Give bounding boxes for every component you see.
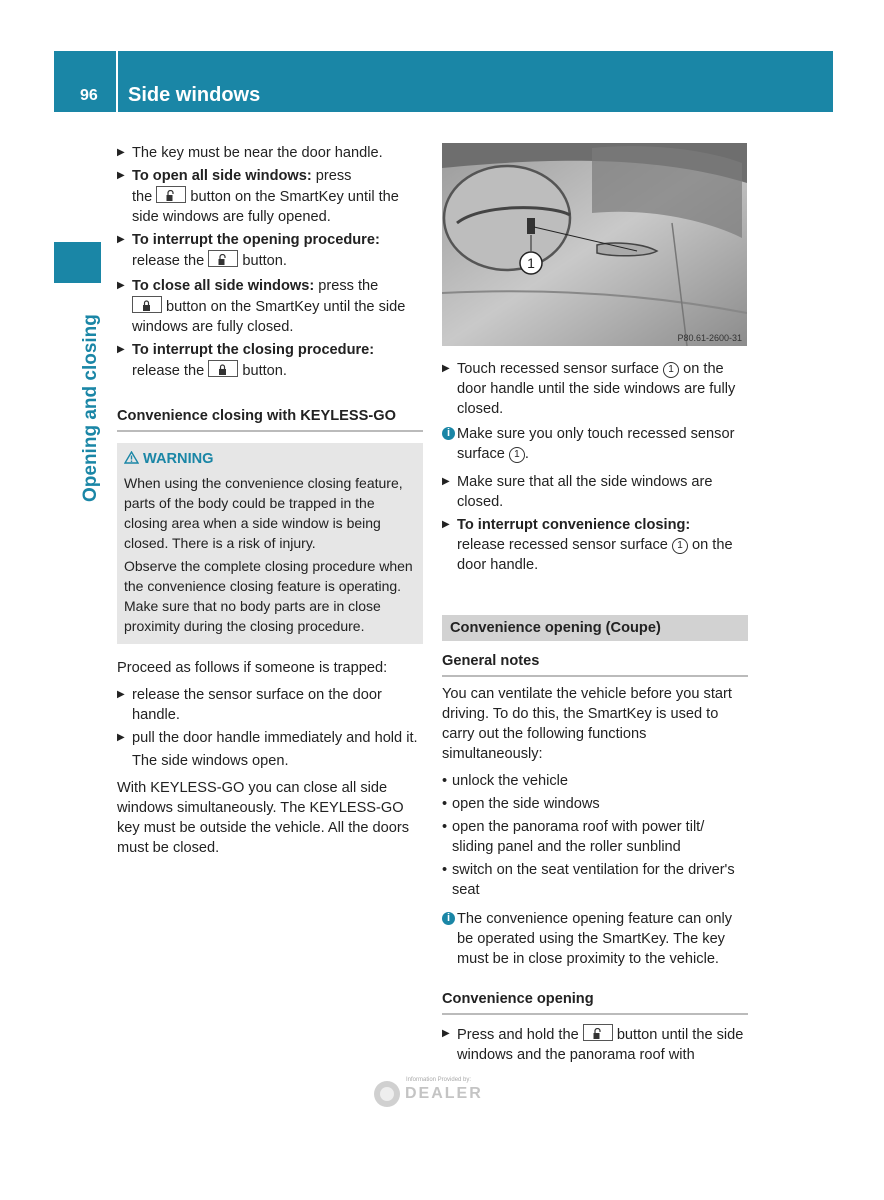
page-number: 96 (80, 87, 98, 104)
step-press-hold: ▶ Press and hold the button until the side windows and the panorama roof with (442, 1024, 748, 1065)
arrow-icon: ▶ (442, 476, 450, 487)
callout-1-icon: 1 (509, 447, 525, 463)
keyless-paragraph: With KEYLESS-GO you can close all side windows simultaneously. The KEYLESS-GO key must be outside the vehicle. All the doors must be closed. (117, 780, 410, 856)
unlock-key-icon (583, 1024, 613, 1041)
arrow-icon: ▶ (117, 732, 125, 743)
watermark-small-text: Information Provided by: (406, 1077, 472, 1083)
left-column (117, 143, 423, 858)
warning-paragraph-1: When using the convenience closing feature, parts of the body could be trapped in the closing area when a side window is being closed. There is a risk of injury. (124, 475, 403, 551)
list-item: • switch on the seat ventilation for the driver's seat (442, 862, 735, 898)
callout-1-icon: 1 (672, 538, 688, 554)
heading-convenience-opening: Convenience opening (442, 989, 748, 1015)
watermark-brand: DEALER (405, 1085, 483, 1102)
arrow-icon: ▶ (117, 689, 125, 700)
arrow-icon: ▶ (117, 147, 125, 158)
arrow-icon: ▶ (442, 363, 450, 374)
side-tab-marker (54, 242, 101, 283)
info-icon: i (442, 912, 455, 925)
info-icon: i (442, 427, 455, 440)
step-pull-handle: ▶ pull the door handle immediately and hold it. (117, 730, 418, 746)
step-release-sensor: ▶ release the sensor surface on the door handle. (117, 687, 382, 723)
step-touch-sensor: ▶ Touch recessed sensor surface 1 on the door handle until the side windows are fully closed. (442, 361, 736, 417)
list-item: • unlock the vehicle (442, 773, 569, 789)
step-make-sure: ▶ Make sure that all the side windows are closed. (442, 474, 713, 510)
image-callout-1: 1 (527, 255, 535, 271)
warning-icon (124, 451, 139, 464)
proceed-text: Proceed as follows if someone is trapped: (117, 660, 388, 676)
step-interrupt-opening: ▶ To interrupt the opening procedure: release the button. (117, 232, 380, 269)
step-open-all: ▶ To open all side windows: press the button on the SmartKey until the side windows are fully opened. (117, 168, 399, 225)
list-item: • open the panorama roof with power tilt/ sliding panel and the roller sunblind (442, 819, 705, 855)
heading-general-notes: General notes (442, 651, 748, 677)
result-text: The side windows open. (132, 753, 289, 769)
dealer-watermark (372, 1072, 507, 1112)
arrow-icon: ▶ (117, 344, 125, 355)
image-code: P80.61-2600-31 (677, 333, 742, 343)
arrow-icon: ▶ (442, 1028, 450, 1039)
arrow-icon: ▶ (117, 234, 125, 245)
callout-1-icon: 1 (663, 362, 679, 378)
step-close-all: ▶ To close all side windows: press the button on the SmartKey until the side windows are fully closed. (117, 278, 406, 335)
step-interrupt-convenience: ▶ To interrupt convenience closing: release recessed sensor surface 1 on the door handle. (442, 517, 733, 573)
section-bar-coupe: Convenience opening (Coupe) (442, 615, 748, 641)
header-divider (116, 51, 118, 112)
step-key-near: ▶ The key must be near the door handle. (117, 145, 383, 161)
arrow-icon: ▶ (117, 280, 125, 291)
section-heading-keyless: Convenience closing with KEYLESS-GO (117, 406, 423, 432)
arrow-icon: ▶ (117, 170, 125, 181)
side-tab-label: Opening and closing (80, 314, 101, 502)
step-interrupt-closing: ▶ To interrupt the closing procedure: release the button. (117, 342, 375, 379)
door-handle-photo (442, 143, 747, 346)
right-column (442, 359, 748, 1065)
page-title: Side windows (128, 84, 261, 106)
lock-key-icon (208, 360, 238, 377)
arrow-icon: ▶ (442, 519, 450, 530)
info-note-smartkey: i The convenience opening feature can only be operated using the SmartKey. The key must be in close proximity to the vehicle. (442, 909, 748, 969)
warning-paragraph-2: Observe the complete closing procedure when the convenience closing feature is operating. Make sure that no body parts are in close proximity during the closing procedure. (124, 558, 413, 634)
general-notes-text: You can ventilate the vehicle before you start driving. To do this, the SmartKey is used to carry out the following functions simultaneously: (442, 686, 732, 762)
warning-box (117, 443, 423, 644)
warning-title: WARNING (124, 449, 416, 469)
unlock-key-icon (156, 186, 186, 203)
page-header (54, 51, 833, 112)
info-note-touch: i Make sure you only touch recessed sensor surface 1 . (442, 424, 748, 464)
unlock-key-icon (208, 250, 238, 267)
list-item: • open the side windows (442, 796, 600, 812)
lock-key-icon (132, 296, 162, 313)
